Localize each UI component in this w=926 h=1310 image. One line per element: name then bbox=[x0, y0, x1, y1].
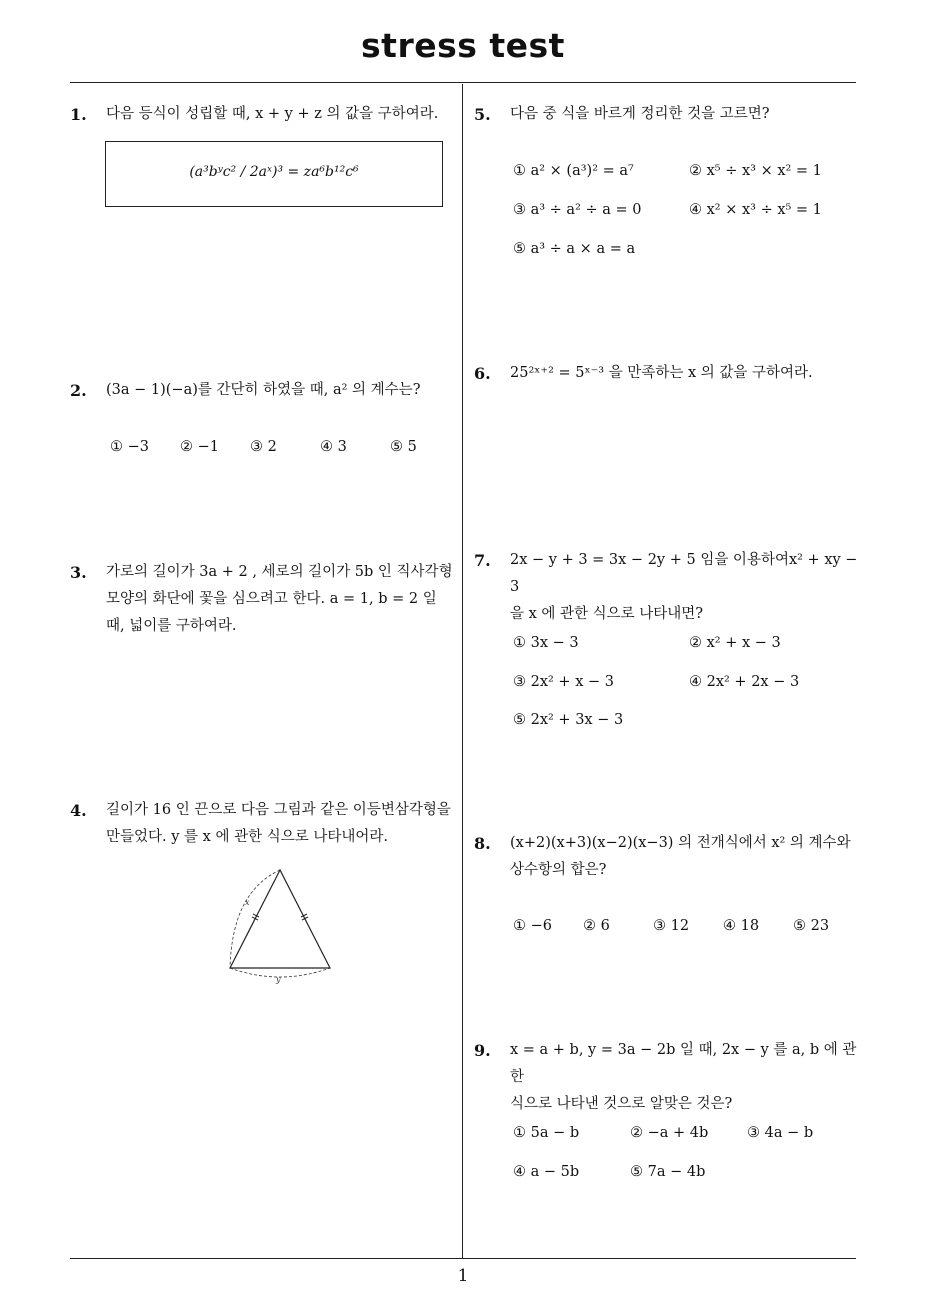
question-line: 2x − y + 3 = 3x − 2y + 5 임을 이용하여x² + xy − 3 bbox=[510, 552, 858, 595]
option[interactable]: ③ 12 bbox=[653, 918, 690, 934]
question-text: 25²ˣ⁺² = 5ˣ⁻³ 을 만족하는 x 의 값을 구하여라. bbox=[510, 365, 813, 381]
option[interactable]: ③ 2x² + x − 3 bbox=[513, 674, 614, 690]
question-line: 식으로 나타낸 것으로 알맞은 것은? bbox=[510, 1096, 733, 1112]
question-number: 9. bbox=[474, 1041, 491, 1060]
option[interactable]: ② x² + x − 3 bbox=[689, 635, 781, 651]
option[interactable]: ④ 18 bbox=[723, 918, 760, 934]
question-2 bbox=[70, 377, 460, 404]
question-number: 3. bbox=[70, 563, 87, 582]
option[interactable]: ① −3 bbox=[110, 439, 149, 455]
option[interactable]: ⑤ 7a − 4b bbox=[630, 1164, 706, 1180]
option[interactable]: ⑤ 5 bbox=[390, 439, 417, 455]
question-line: 을 x 에 관한 식으로 나타내면? bbox=[510, 606, 704, 622]
question-line: 만들었다. y 를 x 에 관한 식으로 나타내어라. bbox=[106, 829, 388, 845]
question-7 bbox=[474, 547, 864, 628]
question-line: 길이가 16 인 끈으로 다음 그림과 같은 이등변삼각형을 bbox=[106, 802, 451, 818]
option[interactable]: ⑤ 23 bbox=[793, 918, 830, 934]
equation-box bbox=[105, 141, 443, 207]
bottom-rule bbox=[70, 1258, 856, 1259]
option[interactable]: ② 6 bbox=[583, 918, 610, 934]
option[interactable]: ③ 2 bbox=[250, 439, 277, 455]
question-5 bbox=[474, 101, 864, 128]
option[interactable]: ③ 4a − b bbox=[747, 1125, 814, 1141]
option[interactable]: ⑤ 2x² + 3x − 3 bbox=[513, 712, 624, 728]
question-1 bbox=[70, 101, 460, 128]
question-number: 4. bbox=[70, 801, 87, 820]
option[interactable]: ④ a − 5b bbox=[513, 1164, 580, 1180]
option[interactable]: ② −1 bbox=[180, 439, 219, 455]
equation: (a³bʸc² / 2aˣ)³ = za⁶b¹²c⁶ bbox=[189, 164, 359, 180]
page-number: 1 bbox=[457, 1266, 469, 1286]
option[interactable]: ① a² × (a³)² = a⁷ bbox=[513, 163, 634, 179]
option[interactable]: ② −a + 4b bbox=[630, 1125, 709, 1141]
question-8 bbox=[474, 830, 864, 884]
option[interactable]: ② x⁵ ÷ x³ × x² = 1 bbox=[689, 163, 822, 179]
option[interactable]: ⑤ a³ ÷ a × a = a bbox=[513, 241, 636, 257]
option[interactable]: ① 3x − 3 bbox=[513, 635, 579, 651]
option[interactable]: ④ 2x² + 2x − 3 bbox=[689, 674, 800, 690]
option[interactable]: ④ 3 bbox=[320, 439, 347, 455]
top-rule bbox=[70, 82, 856, 83]
option[interactable]: ① 5a − b bbox=[513, 1125, 580, 1141]
question-line: 때, 넓이를 구하여라. bbox=[106, 618, 237, 634]
isosceles-triangle-figure bbox=[218, 862, 342, 986]
question-number: 5. bbox=[474, 105, 491, 124]
question-number: 7. bbox=[474, 551, 491, 570]
question-3 bbox=[70, 559, 460, 640]
question-text: (3a − 1)(−a)를 간단히 하였을 때, a² 의 계수는? bbox=[106, 382, 421, 398]
question-line: (x+2)(x+3)(x−2)(x−3) 의 전개식에서 x² 의 계수와 bbox=[510, 835, 851, 851]
option[interactable]: ③ a³ ÷ a² ÷ a = 0 bbox=[513, 202, 642, 218]
column-divider bbox=[462, 84, 463, 1258]
option[interactable]: ① −6 bbox=[513, 918, 552, 934]
page-title: stress test bbox=[361, 26, 565, 65]
question-number: 2. bbox=[70, 381, 87, 400]
question-4 bbox=[70, 797, 460, 851]
question-text: 다음 중 식을 바르게 정리한 것을 고르면? bbox=[510, 106, 770, 122]
question-line: 모양의 화단에 꽃을 심으려고 한다. a = 1, b = 2 일 bbox=[106, 591, 437, 607]
question-number: 1. bbox=[70, 105, 87, 124]
question-text: 다음 등식이 성립할 때, x + y + z 의 값을 구하여라. bbox=[106, 106, 439, 122]
question-9 bbox=[474, 1037, 864, 1118]
question-line: 상수항의 합은? bbox=[510, 862, 607, 878]
question-line: x = a + b, y = 3a − 2b 일 때, 2x − y 를 a, b 에 관한 bbox=[510, 1042, 857, 1085]
label-y: y bbox=[276, 975, 281, 984]
question-number: 6. bbox=[474, 364, 491, 383]
question-line: 가로의 길이가 3a + 2 , 세로의 길이가 5b 인 직사각형 bbox=[106, 564, 453, 580]
question-6 bbox=[474, 360, 864, 387]
option[interactable]: ④ x² × x³ ÷ x⁵ = 1 bbox=[689, 202, 822, 218]
label-x: x bbox=[245, 898, 250, 907]
question-number: 8. bbox=[474, 834, 491, 853]
